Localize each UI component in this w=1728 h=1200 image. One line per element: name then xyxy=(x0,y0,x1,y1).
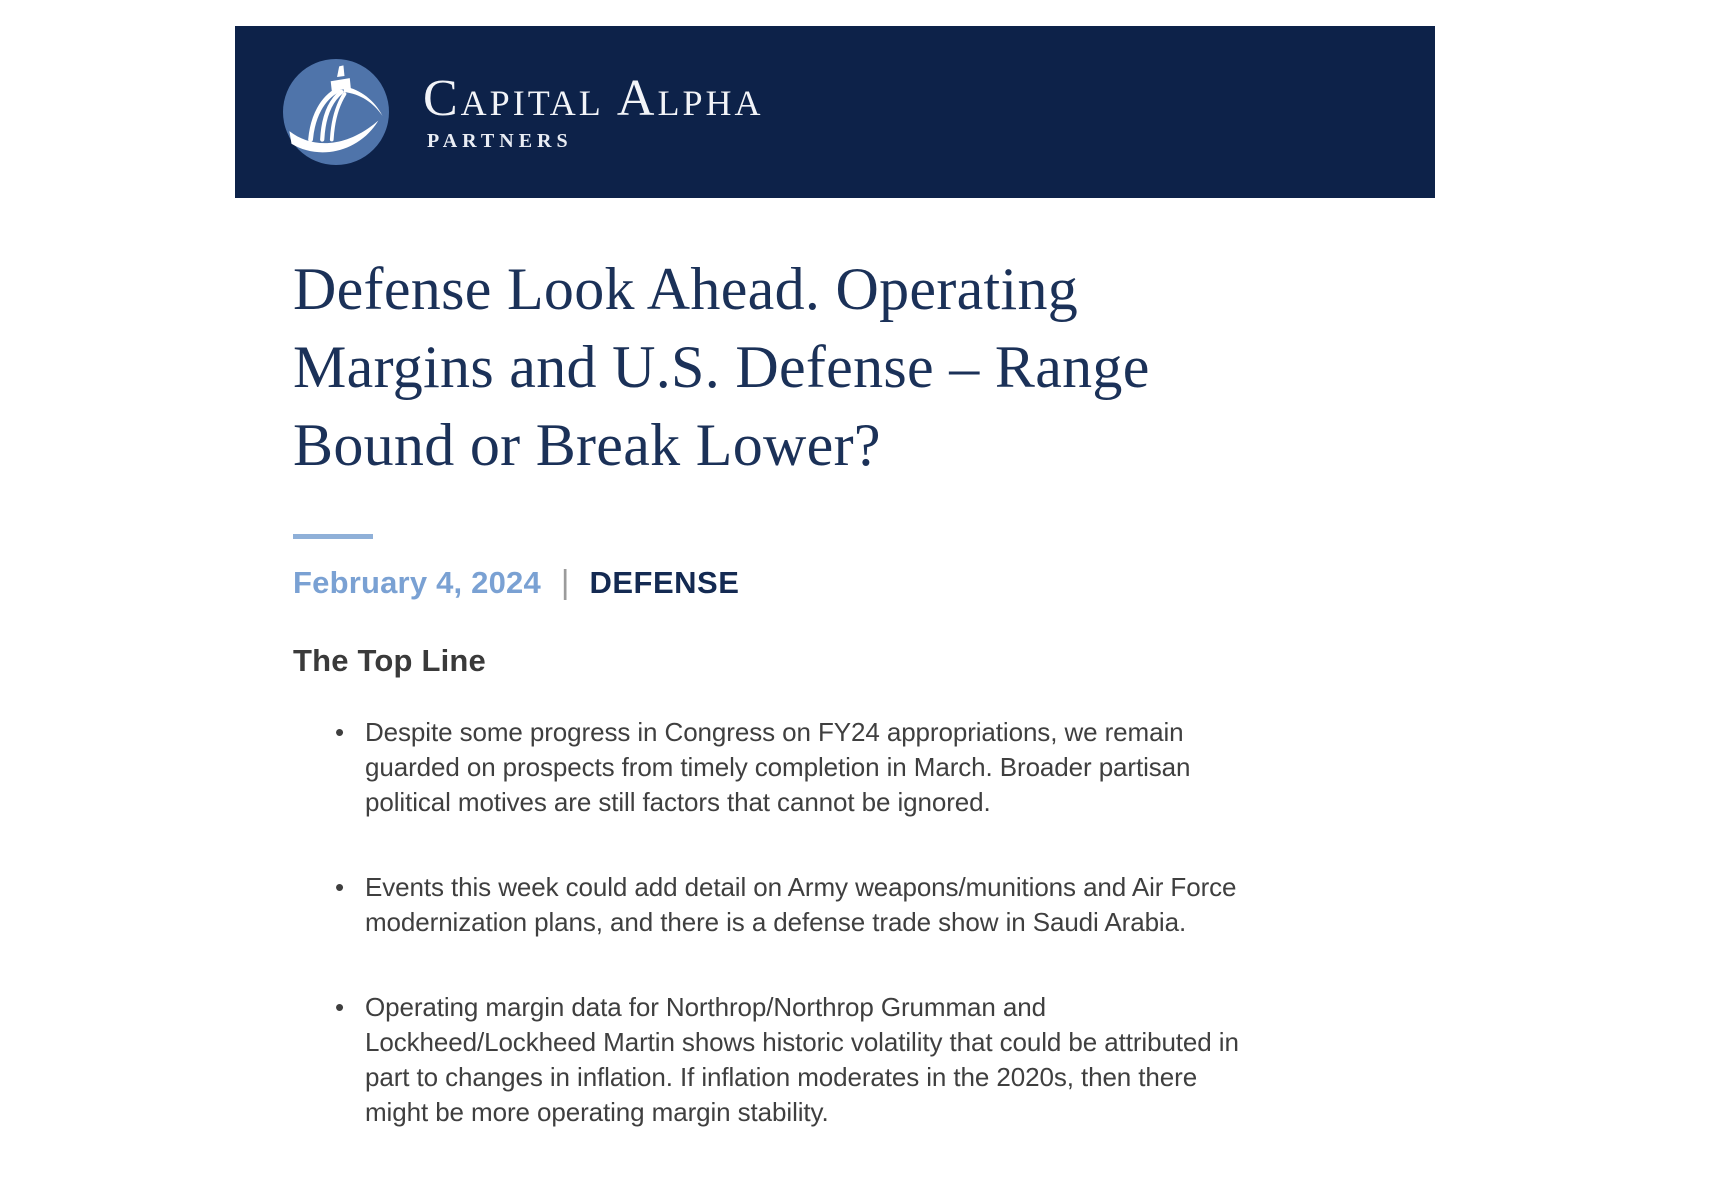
title-line: Margins and U.S. Defense – Range xyxy=(293,334,1150,400)
section-heading: The Top Line xyxy=(293,643,486,678)
article-meta xyxy=(293,565,1253,601)
brand-name: Capital Alpha xyxy=(423,70,764,127)
title-line: Defense Look Ahead. Operating xyxy=(293,256,1079,322)
brand-subtitle: PARTNERS xyxy=(427,130,573,152)
article-category: DEFENSE xyxy=(589,565,740,600)
meta-separator: | xyxy=(560,563,570,600)
bullet-item: • Events this week could add detail on Army weapons/munitions and Air Force modernization plans, and there is a defense trade show in Saudi Arabia. xyxy=(365,870,1245,940)
brand-header xyxy=(235,26,1435,198)
title-divider xyxy=(293,534,373,539)
capitol-dome-icon xyxy=(283,59,389,165)
article-content xyxy=(293,198,1253,1180)
bullet-list xyxy=(293,715,1245,1130)
bullet-item: • Operating margin data for Northrop/Northrop Grumman and Lockheed/Lockheed Martin shows historic volatility that could be attributed in part to changes in inflation. If inflation moderates in the 2020s, then there might be more operating margin stability. xyxy=(365,990,1245,1130)
title-line: Bound or Break Lower? xyxy=(293,412,881,478)
bullet-item: • Despite some progress in Congress on FY24 appropriations, we remain guarded on prospects from timely completion in March. Broader partisan political motives are still factors that cannot be ignored. xyxy=(365,715,1245,820)
brand-wordmark xyxy=(423,70,764,152)
article-date: February 4, 2024 xyxy=(293,565,541,600)
article-title xyxy=(293,250,1253,484)
brand-logo xyxy=(283,59,763,165)
